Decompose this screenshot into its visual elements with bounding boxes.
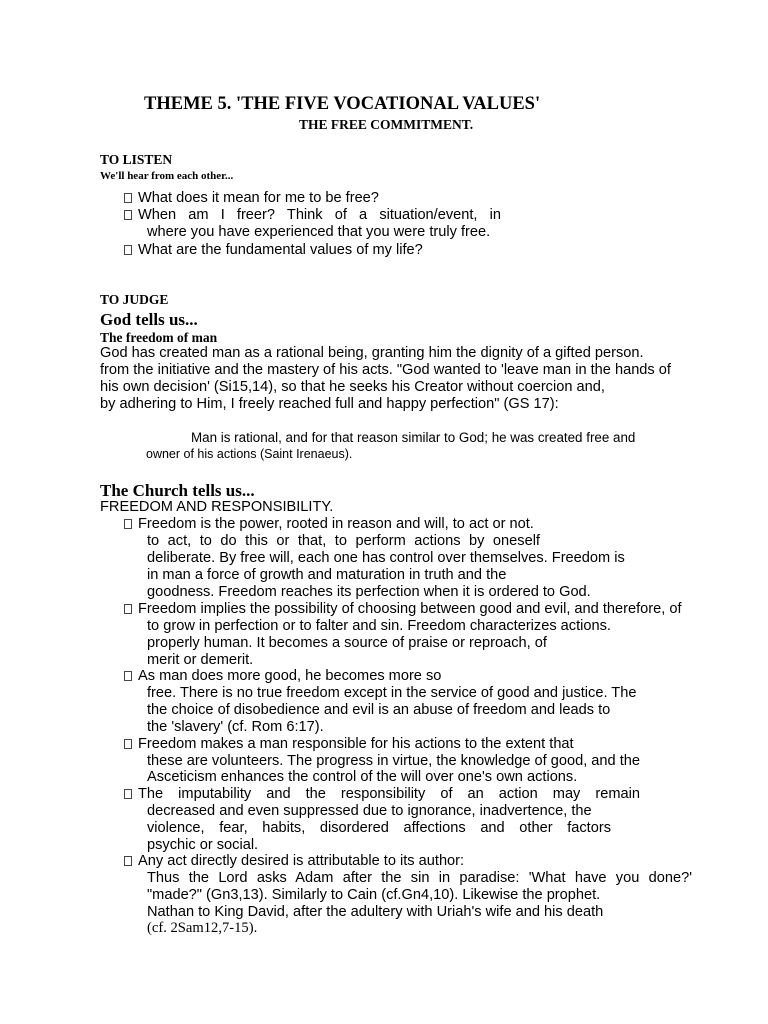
listen-heading: TO LISTEN — [100, 152, 173, 167]
listen-question-continuation: where you have experienced that you were truly free. — [147, 224, 491, 240]
checkbox-icon — [124, 671, 132, 681]
freedom-of-man-heading: The freedom of man — [100, 330, 218, 345]
listen-question: When am I freer? Think of a situation/event, in — [124, 207, 501, 223]
point-continuation: decreased and even suppressed due to ignorance, inadvertence, the — [147, 803, 592, 819]
church-point: Any act directly desired is attributable to its author: — [124, 853, 464, 869]
church-heading: The Church tells us... — [100, 481, 255, 500]
checkbox-icon — [124, 789, 132, 799]
listen-question: What are the fundamental values of my life? — [124, 242, 423, 258]
document-subtitle: THE FREE COMMITMENT. — [299, 117, 474, 132]
document-title: THEME 5. 'THE FIVE VOCATIONAL VALUES' — [144, 94, 541, 114]
point-continuation: Nathan to King David, after the adultery with Uriah's wife and his death — [147, 904, 604, 920]
quote-line: Man is rational, and for that reason similar to God; he was created free and — [191, 430, 636, 445]
checkbox-icon — [124, 856, 132, 866]
judge-paragraph: God has created man as a rational being, granting him the dignity of a gifted person. from the initiative and the mastery of his acts. "God wanted to 'leave man in the hands of his own decision' (Si15,14), so that he seeks his Creator without coercion and, by adhering to Him, I freely reached full and happy perfection" (GS 17): — [100, 345, 671, 412]
point-continuation: Asceticism enhances the control of the will over one's own actions. — [147, 769, 578, 785]
listen-subheading: We'll hear from each other... — [100, 170, 234, 182]
checkbox-icon — [124, 739, 132, 749]
point-continuation: deliberate. By free will, each one has control over themselves. Freedom is — [147, 550, 625, 566]
point-continuation: violence, fear, habits, disordered affections and other factors — [147, 820, 611, 836]
point-continuation: to grow in perfection or to falter and sin. Freedom characterizes actions. — [147, 618, 611, 634]
church-point: The imputability and the responsibility of an action may remain — [124, 786, 640, 802]
point-continuation: properly human. It becomes a source of praise or reproach, of — [147, 635, 547, 651]
checkbox-icon — [124, 604, 132, 614]
church-point: Freedom is the power, rooted in reason and will, to act or not. — [124, 516, 534, 532]
point-continuation: these are volunteers. The progress in virtue, the knowledge of good, and the — [147, 753, 640, 769]
checkbox-icon — [124, 245, 132, 255]
point-continuation: the choice of disobedience and evil is an abuse of freedom and leads to — [147, 702, 611, 718]
judge-heading: TO JUDGE — [100, 292, 169, 307]
church-point: Freedom makes a man responsible for his actions to the extent that — [124, 736, 574, 752]
point-continuation: in man a force of growth and maturation in truth and the — [147, 567, 507, 583]
checkbox-icon — [124, 193, 132, 203]
church-point: Freedom implies the possibility of choosing between good and evil, and therefore, of — [124, 601, 682, 617]
point-continuation: free. There is no true freedom except in the service of good and justice. The — [147, 685, 637, 701]
point-continuation: psychic or social. — [147, 837, 259, 853]
god-tells-heading: God tells us... — [100, 310, 198, 329]
quote-line: owner of his actions (Saint Irenaeus). — [146, 447, 353, 461]
church-point: As man does more good, he becomes more so — [124, 668, 441, 684]
point-continuation: to act, to do this or that, to perform actions by oneself — [147, 533, 540, 549]
checkbox-icon — [124, 210, 132, 220]
point-continuation: Thus the Lord asks Adam after the sin in paradise: 'What have you done?' — [147, 870, 692, 886]
listen-question: What does it mean for me to be free? — [124, 190, 379, 206]
point-continuation: the 'slavery' (cf. Rom 6:17). — [147, 719, 324, 735]
point-continuation: (cf. 2Sam12,7-15). — [147, 920, 258, 936]
point-continuation: "made?" (Gn3,13). Similarly to Cain (cf.Gn4,10). Likewise the prophet. — [147, 887, 601, 903]
checkbox-icon — [124, 519, 132, 529]
point-continuation: goodness. Freedom reaches its perfection when it is ordered to God. — [147, 584, 591, 600]
point-continuation: merit or demerit. — [147, 652, 254, 668]
section-title: FREEDOM AND RESPONSIBILITY. — [100, 499, 334, 515]
